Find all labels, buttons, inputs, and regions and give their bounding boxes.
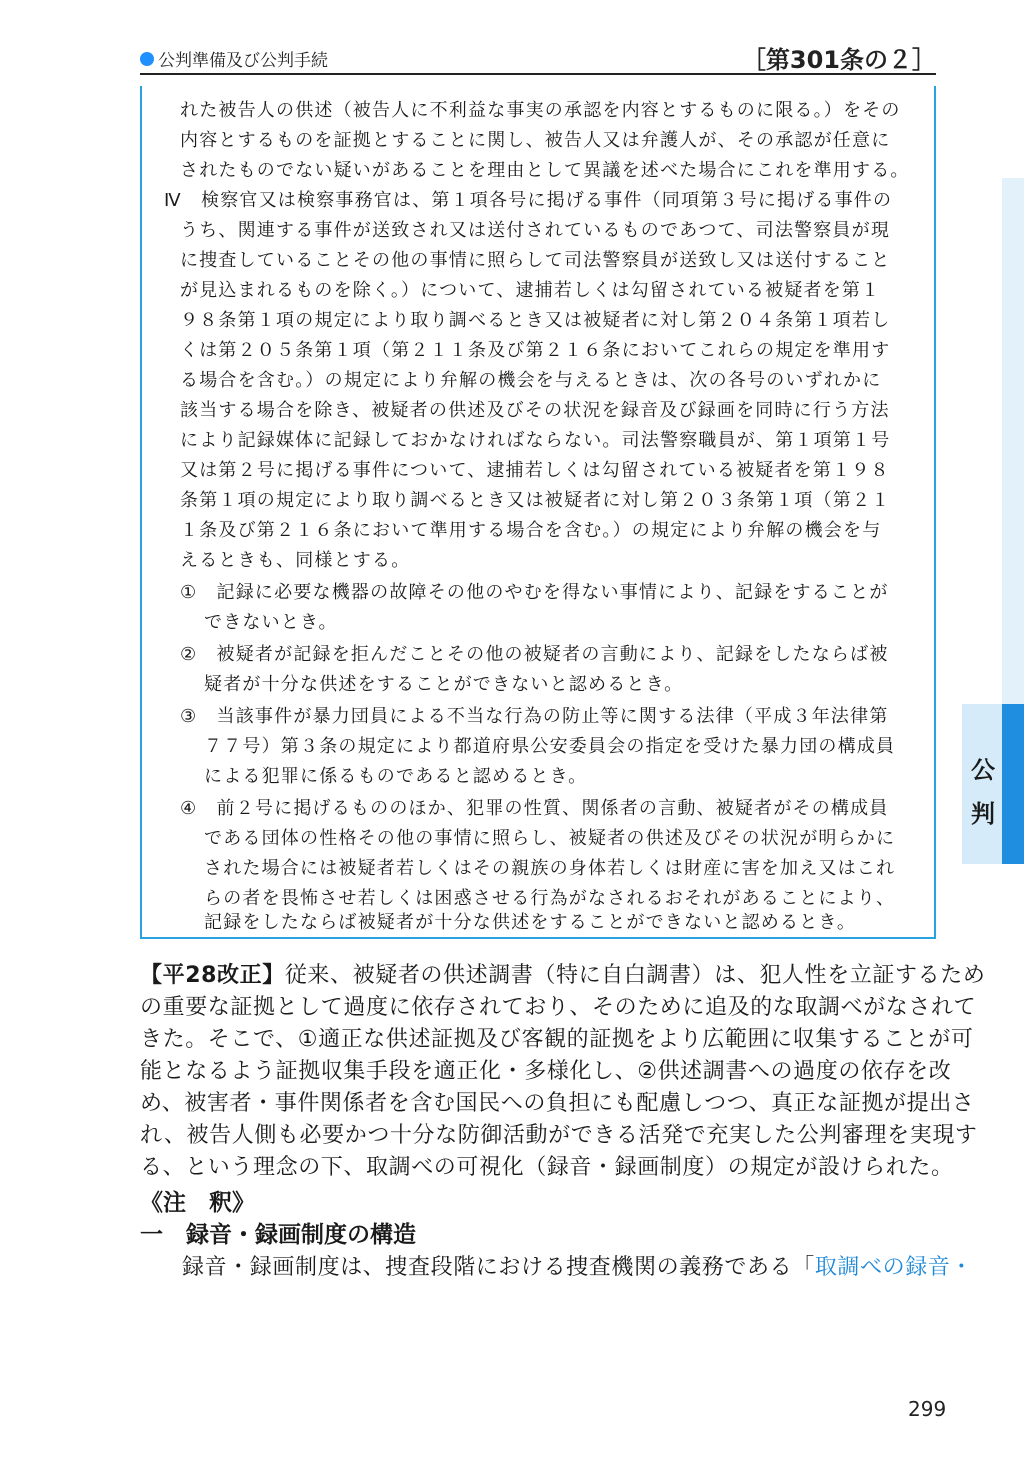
- statute-line: 条第１項の規定により取り調べるとき又は被疑者に対し第２０３条第１項（第２１: [180, 490, 891, 511]
- page-number: 299: [908, 1397, 947, 1421]
- side-tab-accent: [1002, 704, 1024, 864]
- statute-line: １条及び第２１６条において準用する場合を含む。）の規定により弁解の機会を与: [180, 520, 882, 541]
- statute-item: 記録をしたならば被疑者が十分な供述をすることができないと認めるとき。: [204, 912, 857, 933]
- header-section: [140, 46, 328, 71]
- statute-line: に捜査していることその他の事情に照らして司法警察員が送致し又は送付すること: [180, 250, 891, 271]
- amendment-text: 従来、被疑者の供述調書（特に自白調書）は、犯人性を立証するため: [284, 963, 986, 988]
- statute-line: が見込まれるものを除く。）について、逮捕若しくは勾留されている被疑者を第１: [180, 280, 881, 301]
- statute-line: 又は第２号に掲げる事件について、逮捕若しくは勾留されている被疑者を第１９８: [180, 460, 890, 481]
- bullet-dot-icon: [140, 52, 154, 66]
- amendment-line: れ、被告人側も必要かつ十分な防御活動ができる活発で充実した公判審理を実現す: [140, 1123, 978, 1148]
- statute-item: ③ 当該事件が暴力団員による不当な行為の防止等に関する法律（平成３年法律第: [180, 706, 889, 727]
- statute-line: により記録媒体に記録しておかなければならない。司法警察職員が、第１項第１号: [180, 430, 891, 451]
- statute-line: うち、関連する事件が送致され又は送付されているものであつて、司法警察員が現: [180, 220, 891, 241]
- section-body-link[interactable]: 取調べの録音・: [814, 1255, 974, 1280]
- statute-item: 疑者が十分な供述をすることができないと認めるとき。: [204, 674, 684, 695]
- statute-line: 内容とするものを証拠とすることに関し、被告人又は弁護人が、その承認が任意に: [180, 130, 891, 151]
- header-divider: [140, 73, 936, 75]
- statute-line: 該当する場合を除き、被疑者の供述及びその状況を録音及び録画を同時に行う方法: [180, 400, 890, 421]
- amendment-line: め、被害者・事件関係者を含む国民への負担にも配慮しつつ、真正な証拠が提出さ: [140, 1091, 975, 1116]
- amendment-line: 能となるよう証拠収集手段を適正化・多様化し、②供述調書への過度の依存を改: [140, 1059, 952, 1084]
- statute-item: らの者を畏怖させ若しくは困惑させる行為がなされるおそれがあることにより、: [204, 888, 896, 909]
- section-title: 公判準備及び公判手続: [158, 51, 328, 71]
- statute-line: ９８条第１項の規定により取り調べるとき又は被疑者に対し第２０４条第１項若し: [180, 310, 891, 331]
- statute-item: ② 被疑者が記録を拒んだことその他の被疑者の言動により、記録をしたならば被: [180, 644, 889, 665]
- statute-item: による犯罪に係るものであると認めるとき。: [204, 766, 588, 787]
- statute-line: Ⅳ 検察官又は検察事務官は、第１項各号に掲げる事件（同項第３号に掲げる事件の: [164, 190, 893, 211]
- statute-line: されたものでない疑いがあることを理由として異議を述べた場合にこれを準用する。: [180, 160, 910, 181]
- article-number: ［第301条の２］: [741, 46, 936, 74]
- statute-item: された場合には被疑者若しくはその親族の身体若しくは財産に害を加え又はこれ: [204, 858, 896, 879]
- side-bar: [1002, 178, 1024, 704]
- annotation-heading: 《注 釈》: [140, 1190, 255, 1216]
- amendment-line: きた。そこで、①適正な供述証拠及び客観的証拠をより広範囲に収集することが可: [140, 1027, 974, 1052]
- side-tab-label: [970, 748, 996, 836]
- amendment-tag: 【平28改正】: [140, 963, 285, 988]
- side-tab-char: 公: [971, 756, 995, 784]
- statute-item: ④ 前２号に掲げるもののほか、犯罪の性質、関係者の言動、被疑者がその構成員: [180, 798, 889, 819]
- statute-line: くは第２０５条第１項（第２１１条及び第２１６条においてこれらの規定を準用す: [180, 340, 891, 361]
- statute-item: ７７号）第３条の規定により都道府県公安委員会の指定を受けた暴力団の構成員: [204, 736, 896, 757]
- statute-box: [140, 86, 936, 939]
- statute-item: である団体の性格その他の事情に照らし、被疑者の供述及びその状況が明らかに: [204, 828, 896, 849]
- statute-line: れた被告人の供述（被告人に不利益な事実の承認を内容とするものに限る。）をその: [180, 100, 901, 121]
- amendment-line: [140, 958, 985, 989]
- section-body-text: 録音・録画制度は、捜査段階における捜査機関の義務である「: [182, 1255, 815, 1280]
- section-body: [182, 1250, 973, 1281]
- amendment-line: の重要な証拠として過度に依存されており、そのために追及的な取調べがなされて: [140, 995, 977, 1020]
- side-tab-char: 判: [971, 800, 995, 828]
- amendment-line: る、という理念の下、取調べの可視化（録音・録画制度）の規定が設けられた。: [140, 1155, 954, 1180]
- statute-item: できないとき。: [204, 612, 338, 633]
- section-heading: 一 録音・録画制度の構造: [140, 1222, 416, 1248]
- statute-line: る場合を含む。）の規定により弁解の機会を与えるときは、次の各号のいずれかに: [180, 370, 882, 391]
- statute-item: ① 記録に必要な機器の故障その他のやむを得ない事情により、記録をすることが: [180, 582, 889, 603]
- statute-line: えるときも、同様とする。: [180, 550, 411, 571]
